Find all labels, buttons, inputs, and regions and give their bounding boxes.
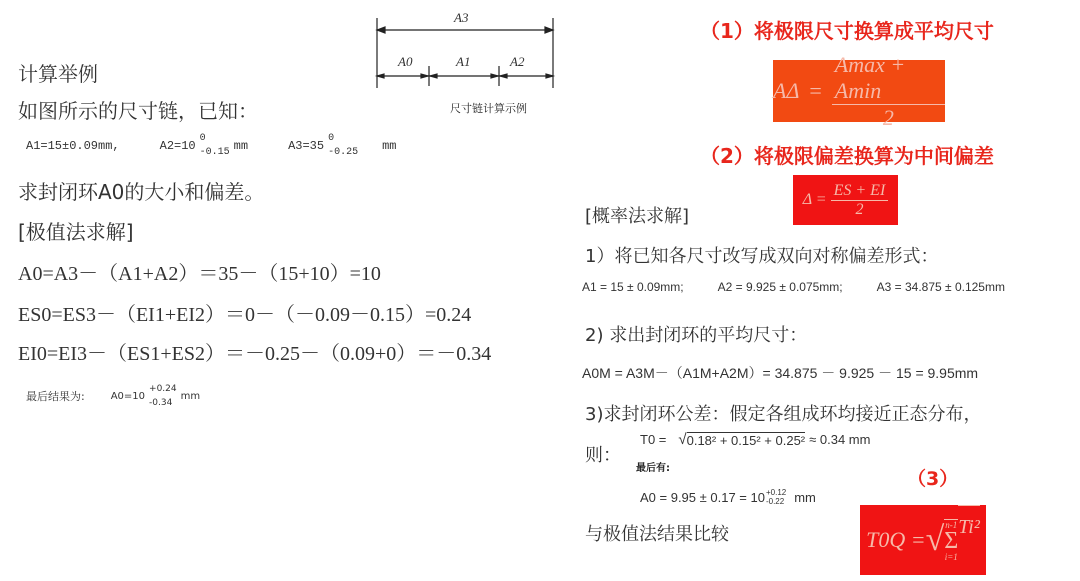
mean-size-formula xyxy=(773,51,945,130)
example-title: 计算举例 xyxy=(18,62,98,86)
dimension-chain-lines xyxy=(370,8,570,98)
label-a1: A1 xyxy=(456,54,471,69)
sqrt-icon: √ xyxy=(678,431,687,448)
symmetric-a2: A2 = 9.925 ± 0.075mm; xyxy=(717,280,843,294)
sum-bottom: i=1 xyxy=(944,551,958,562)
step-3-text: 3)求封闭环公差：假定各组成环均接近正态分布， xyxy=(585,404,982,425)
result-label: 最后结果为: xyxy=(26,390,85,403)
given-values xyxy=(26,132,397,160)
label-a0: A0 xyxy=(398,54,413,69)
label-a2: A2 xyxy=(510,54,525,69)
final-unit: mm xyxy=(794,489,816,505)
equation-ei0: EI0=EI3－（ES1+ES2）＝－0.25－（0.09+0）＝－0.34 xyxy=(18,343,492,365)
probability-method-heading: [概率法求解] xyxy=(585,206,690,227)
a3-unit: mm xyxy=(382,139,397,153)
step-2-text: 2) 求出封闭环的平均尺寸： xyxy=(585,325,808,346)
a2-upper: 0 xyxy=(199,133,206,144)
mid-deviation-formula xyxy=(793,175,898,225)
diagram-caption: 尺寸链计算示例 xyxy=(450,102,527,115)
a2-unit: mm xyxy=(233,139,249,153)
result-unit: mm xyxy=(180,390,201,402)
dimension-chain-diagram xyxy=(370,8,570,118)
sigma-icon: Σ xyxy=(944,527,959,554)
given-a3: A3=35 xyxy=(288,139,325,153)
mean-size-equation: A0M = A3M－（A1M+A2M）= 34.875 － 9.925 － 15 = 9.95mm xyxy=(582,365,979,381)
formula3-lhs: T0Q = xyxy=(866,527,926,552)
result-lower: -0.34 xyxy=(149,398,173,408)
step2-heading: （2）将极限偏差换算为中间偏差 xyxy=(700,144,994,168)
formula1-numerator: Amax + Amin xyxy=(832,52,945,105)
a3-upper: 0 xyxy=(328,133,335,144)
symmetric-a1: A1 = 15 ± 0.09mm; xyxy=(582,280,684,294)
result-value: A0=10 xyxy=(110,390,146,402)
t0-rhs: ≈ 0.34 mm xyxy=(809,432,871,447)
question-text: 求封闭环A0的大小和偏差。 xyxy=(18,180,265,204)
rss-tolerance-formula xyxy=(860,505,986,575)
formula2-denominator: 2 xyxy=(855,200,864,218)
equation-a0: A0=A3－（A1+A2）＝35－（15+10）=10 xyxy=(18,263,381,285)
formula1-lhs: AΔ xyxy=(773,78,800,103)
final-upper: +0.12 xyxy=(765,488,787,497)
formula2-lhs: Δ = xyxy=(802,191,827,208)
intro-text: 如图所示的尺寸链，已知： xyxy=(18,99,258,123)
step-1-text: 1）将已知各尺寸改写成双向对称偏差形式： xyxy=(585,246,939,267)
a3-lower: -0.25 xyxy=(328,147,359,158)
symmetric-values xyxy=(582,280,1005,294)
final-lower: -0.22 xyxy=(765,497,785,506)
step-3-then: 则： xyxy=(585,445,621,466)
equation-es0: ES0=ES3－（EI1+EI2）＝0－（－0.09－0.15）=0.24 xyxy=(18,304,472,326)
a2-lower: -0.15 xyxy=(199,147,230,158)
extreme-result xyxy=(26,382,200,410)
tolerance-equation xyxy=(640,431,870,448)
final-label: 最后有: xyxy=(636,463,670,474)
final-equation: A0 = 9.95 ± 0.17 = 10 xyxy=(640,489,765,505)
t0-lhs: T0 = xyxy=(640,432,667,447)
symmetric-a3: A3 = 34.875 ± 0.125mm xyxy=(876,280,1005,294)
sqrt-icon: √ xyxy=(925,521,945,558)
step1-heading: （1）将极限尺寸换算成平均尺寸 xyxy=(700,19,994,43)
given-a1: A1=15±0.09mm, xyxy=(26,139,120,153)
final-result xyxy=(640,488,816,506)
result-upper: +0.24 xyxy=(149,384,177,394)
sum-top: n-1 xyxy=(945,519,958,530)
formula3-term: Ti² xyxy=(958,505,980,539)
compare-text: 与极值法结果比较 xyxy=(585,524,729,545)
formula2-numerator: ES + EI xyxy=(831,182,889,201)
given-a2: A2=10 xyxy=(159,139,196,153)
formula1-denominator: 2 xyxy=(882,104,894,130)
formula1-eq: = xyxy=(809,78,822,103)
t0-radicand: 0.18² + 0.15² + 0.25² xyxy=(686,432,806,448)
label-a3: A3 xyxy=(454,10,469,25)
extreme-method-heading: [极值法求解] xyxy=(18,220,134,244)
step3-heading: （3） xyxy=(907,468,959,490)
